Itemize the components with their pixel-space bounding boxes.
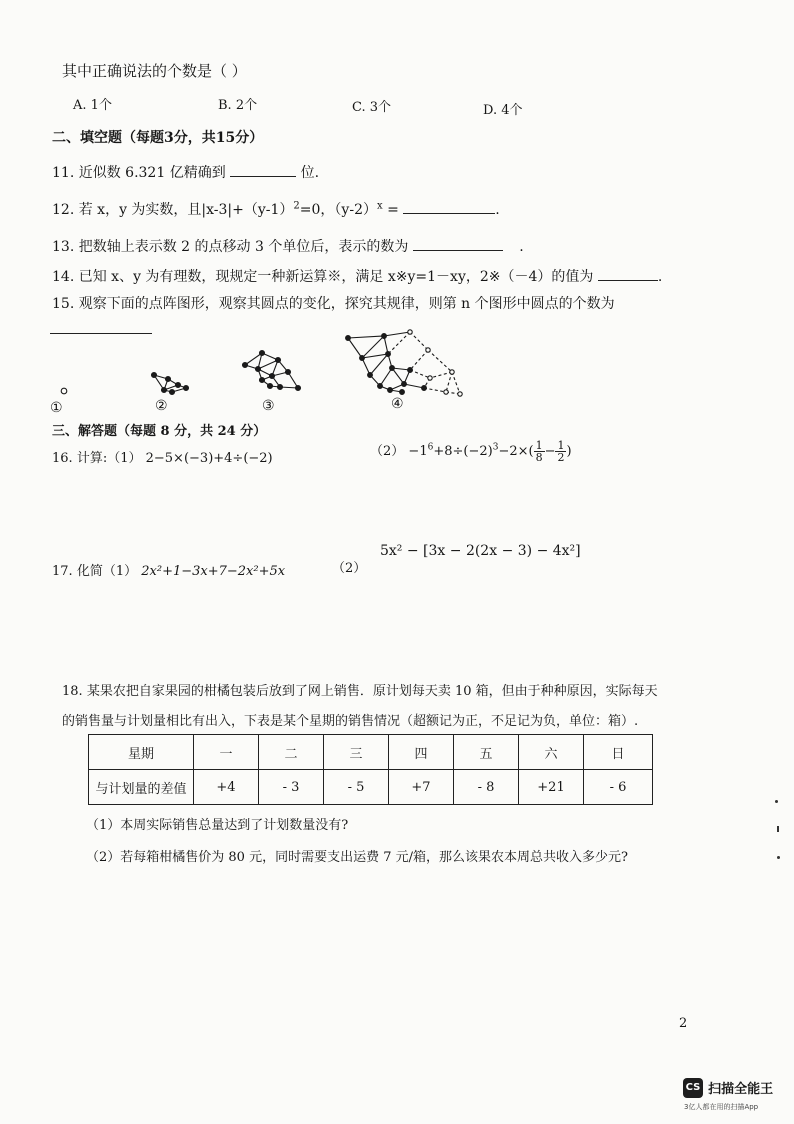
q11-blank[interactable] xyxy=(230,162,296,177)
scanner-tagline: 3亿人都在用的扫描App xyxy=(684,1103,759,1111)
q12-pre: 若 x，y 为实数，且|x-3|+（y-1） xyxy=(78,202,294,218)
q14 xyxy=(52,266,662,286)
q18-text1: 某果农把自家果园的柑橘包装后放到了网上销售．原计划每天卖 10 箱，但由于种种原因，实际每天 xyxy=(86,684,658,699)
figure-label-3: ③ xyxy=(262,398,275,414)
q14-num: 14. xyxy=(52,269,75,285)
q11-num: 11. xyxy=(52,165,75,181)
q17-num: 17. xyxy=(52,564,73,579)
option-letter: D. xyxy=(483,103,498,118)
table-header-cell: 二 xyxy=(259,735,324,770)
q18-line2: 的销售量与计划量相比有出入，下表是某个星期的销售情况（超额记为正，不足记为负，单位：箱）. xyxy=(62,714,639,729)
table-header-cell: 四 xyxy=(389,735,454,770)
sales-table xyxy=(88,734,653,805)
scan-speck xyxy=(775,800,778,803)
q15-text: 观察下面的点阵图形，观察其圆点的变化，探究其规律，则第 n 个图形中圆点的个数为 xyxy=(78,296,615,312)
q17-part1 xyxy=(52,560,285,579)
scanner-app-name: 扫描全能王 xyxy=(708,1082,774,1097)
table-header-cell: 五 xyxy=(454,735,519,770)
figure-label-1: ① xyxy=(50,400,63,416)
q16-expr2-exp: 6 xyxy=(427,442,434,453)
option-text: 4个 xyxy=(501,103,523,118)
q12-mid: =0，（y-2） xyxy=(299,202,377,218)
frac1-denominator: 8 xyxy=(535,451,543,464)
option-a xyxy=(73,94,112,113)
q13-num: 13. xyxy=(52,239,75,255)
option-b xyxy=(218,94,257,113)
q15 xyxy=(52,293,615,313)
table-cell: - 6 xyxy=(584,770,653,805)
q12-num: 12. xyxy=(52,202,75,218)
figure-label-2: ② xyxy=(155,398,168,414)
q16-expr2-c: −2×( xyxy=(498,444,534,459)
option-c xyxy=(352,96,391,115)
figure-label-4: ④ xyxy=(391,396,404,412)
q18-line1 xyxy=(62,680,658,699)
option-text: 1个 xyxy=(90,98,112,113)
option-text: 2个 xyxy=(235,98,258,113)
q16-expr2-exp2: 3 xyxy=(492,442,499,453)
table-cell: 与计划量的差值 xyxy=(89,770,194,805)
q11 xyxy=(52,162,319,182)
scan-speck xyxy=(777,856,780,859)
q16-close: ) xyxy=(566,444,572,459)
q17-expr2: 5x² − [3x − 2(2x − 3) − 4x²] xyxy=(380,543,581,559)
q18-num: 18. xyxy=(62,684,83,699)
q16-frac1 xyxy=(534,440,545,463)
q12-eq: = xyxy=(387,202,399,218)
option-letter: A. xyxy=(73,98,87,113)
q13-text: 把数轴上表示数 2 的点移动 3 个单位后，表示的数为 xyxy=(78,239,409,255)
table-cell: +4 xyxy=(194,770,259,805)
q11-pre: 近似数 6.321 亿精确到 xyxy=(78,165,226,181)
table-cell: - 5 xyxy=(324,770,389,805)
q17-label2: （2） xyxy=(332,561,367,576)
section3-title: 三、解答题（每题 8 分，共 24 分） xyxy=(52,424,267,439)
q12-exp: 2 xyxy=(293,200,300,212)
q12-end: . xyxy=(495,202,500,218)
scanner-watermark xyxy=(683,1077,773,1098)
option-text: 3个 xyxy=(369,100,392,115)
option-letter: B. xyxy=(218,98,232,113)
option-letter: C. xyxy=(352,100,366,115)
table-row xyxy=(89,770,653,805)
q14-text: 已知 x、y 为有理数，现规定一种新运算※，满足 x※y=1－xy，2※（－4）的值为 xyxy=(78,269,594,285)
table-header-cell: 六 xyxy=(519,735,584,770)
section2-title: 二、填空题（每题3分，共15分） xyxy=(52,130,264,146)
q16-minus: − xyxy=(544,444,556,459)
q16-label1: 计算:（1） xyxy=(76,451,142,466)
q17-label1: 化简（1） xyxy=(76,564,138,579)
q16-label2: （2） xyxy=(370,444,405,459)
table-cell: - 8 xyxy=(454,770,519,805)
scanner-logo-icon: CS xyxy=(683,1078,703,1098)
dot-pattern-figures xyxy=(40,328,480,418)
q16-part1 xyxy=(52,447,273,466)
table-header-cell: 一 xyxy=(194,735,259,770)
q13-blank[interactable] xyxy=(413,236,503,251)
q16-expr2-b: +8÷(−2) xyxy=(433,444,493,459)
q13 xyxy=(52,236,524,256)
frac2-numerator: 1 xyxy=(557,439,565,452)
table-cell: +21 xyxy=(519,770,584,805)
q14-end: . xyxy=(657,269,663,285)
q12-blank[interactable] xyxy=(403,199,495,214)
q10-tail: 其中正确说法的个数是（ ） xyxy=(62,62,247,80)
frac1-numerator: 1 xyxy=(535,439,543,452)
q12 xyxy=(52,199,500,219)
frac2-denominator: 2 xyxy=(557,451,565,464)
figure1-dot xyxy=(61,388,67,394)
q16-num: 16. xyxy=(52,451,73,466)
q14-blank[interactable] xyxy=(598,266,658,281)
table-header-cell: 星期 xyxy=(89,735,194,770)
q16-part2 xyxy=(370,440,572,463)
q15-num: 15. xyxy=(52,296,75,312)
table-header-cell: 三 xyxy=(324,735,389,770)
scan-speck xyxy=(777,826,779,832)
table-row xyxy=(89,735,653,770)
table-cell: - 3 xyxy=(259,770,324,805)
q16-frac2 xyxy=(555,440,566,463)
table-cell: +7 xyxy=(389,770,454,805)
page-number: 2 xyxy=(679,1016,688,1031)
q11-post: 位. xyxy=(300,165,320,181)
q17-expr1: 2x²+1−3x+7−2x²+5x xyxy=(141,564,286,579)
q12-exp2: x xyxy=(376,200,383,212)
option-d xyxy=(483,99,523,118)
q18-sub1: （1）本周实际销售总量达到了计划数量没有? xyxy=(86,818,349,833)
table-header-cell: 日 xyxy=(584,735,653,770)
q18-sub2: （2）若每箱柑橘售价为 80 元，同时需要支出运费 7 元/箱，那么该果农本周总共收入多少元? xyxy=(86,850,628,865)
q13-end: . xyxy=(519,239,524,255)
q16-expr1: 2−5×(−3)+4÷(−2) xyxy=(145,451,273,466)
q16-expr2-a: −1 xyxy=(408,444,428,459)
